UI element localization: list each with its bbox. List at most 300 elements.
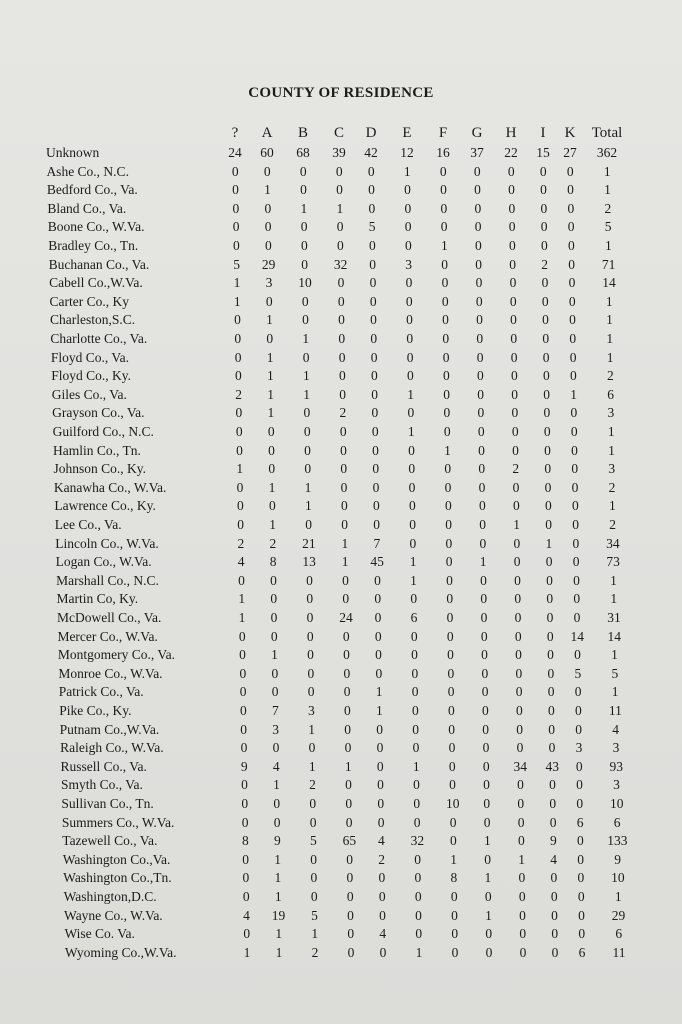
count-cell: 0 [409, 517, 416, 532]
count-cell: 1 [409, 554, 417, 570]
count-cell: 0 [442, 331, 450, 346]
count-cell: 0 [241, 814, 249, 830]
count-cell: 0 [374, 591, 382, 607]
count-cell: 0 [268, 498, 276, 514]
count-cell: 0 [442, 312, 449, 328]
count-cell: 0 [569, 349, 577, 365]
count-cell: 0 [236, 442, 243, 458]
count-cell: 0 [302, 312, 309, 328]
count-cell: 0 [308, 740, 316, 756]
table-row [0, 796, 682, 814]
county-name: Lincoln Co., W.Va. [55, 535, 159, 551]
county-name: Charleston,S.C. [49, 312, 136, 328]
count-cell: 0 [405, 293, 413, 309]
count-cell: 2 [541, 256, 549, 272]
count-cell: 0 [272, 740, 280, 756]
count-cell: 0 [407, 405, 415, 421]
count-cell: 0 [339, 424, 347, 439]
count-cell: 0 [343, 647, 350, 663]
county-name: McDowell Co., Va. [57, 610, 162, 625]
count-cell: 2 [269, 535, 277, 551]
count-cell: 4 [550, 851, 557, 867]
count-cell: 0 [234, 331, 242, 346]
count-cell: 0 [338, 331, 346, 346]
count-cell: 0 [478, 479, 486, 495]
count-cell: 2 [237, 535, 245, 551]
count-cell: 0 [484, 889, 492, 904]
count-cell: 0 [304, 461, 312, 477]
count-cell: 0 [544, 498, 552, 514]
table-row [0, 703, 682, 721]
count-cell: 1 [274, 889, 282, 904]
count-cell: 0 [408, 498, 416, 514]
count-cell: 1 [403, 163, 411, 179]
count-cell: 0 [374, 628, 382, 644]
table-row [0, 629, 682, 647]
county-name: Patrick Co., Va. [58, 684, 144, 700]
count-cell: 0 [512, 479, 520, 495]
table-row [0, 405, 682, 423]
count-cell: 0 [569, 312, 576, 328]
county-name: Wise Co. Va. [64, 926, 135, 942]
count-cell: 1 [266, 349, 274, 365]
count-cell: 0 [443, 405, 451, 421]
count-cell: 7 [272, 703, 279, 718]
count-cell: 0 [232, 182, 239, 198]
count-cell: 0 [344, 703, 351, 718]
count-cell: 0 [368, 200, 376, 216]
count-cell: 0 [577, 851, 584, 867]
count-cell: 0 [369, 275, 377, 291]
count-cell: 0 [266, 331, 274, 346]
count-cell: 4 [237, 554, 245, 570]
count-cell: 0 [569, 331, 577, 346]
total-cell: 1 [607, 424, 615, 439]
table-row [0, 443, 682, 461]
count-cell: 0 [570, 424, 578, 439]
count-cell: 10 [298, 275, 312, 291]
count-cell: 0 [541, 293, 549, 309]
total-cell: 6 [615, 926, 623, 942]
count-cell: 0 [344, 721, 352, 737]
count-cell: 0 [516, 703, 523, 718]
count-cell: 5 [368, 219, 376, 235]
column-header: D [365, 125, 377, 141]
count-cell: 0 [414, 870, 422, 886]
count-cell: 1 [410, 572, 417, 588]
count-cell: 0 [480, 591, 488, 607]
count-cell: 0 [546, 591, 554, 607]
count-cell: 42 [364, 145, 378, 160]
count-cell: 0 [567, 182, 574, 198]
count-cell: 0 [415, 907, 422, 923]
count-cell: 0 [542, 331, 550, 346]
count-cell: 0 [413, 814, 421, 830]
count-cell: 0 [404, 219, 412, 235]
county-name: Guilford Co., N.C. [52, 424, 154, 439]
count-cell: 0 [480, 572, 487, 588]
count-cell: 0 [447, 665, 455, 681]
total-cell: 10 [610, 796, 624, 811]
count-cell: 32 [333, 256, 348, 272]
count-cell: 0 [517, 814, 525, 830]
count-cell: 0 [509, 238, 516, 253]
count-cell: 1 [304, 498, 312, 514]
count-cell: 0 [347, 907, 354, 923]
count-cell: 1 [303, 386, 310, 402]
count-cell: 0 [307, 665, 315, 681]
count-cell: 0 [482, 740, 490, 756]
column-header: B [297, 125, 308, 141]
count-cell: 0 [440, 182, 447, 198]
count-cell: 0 [378, 870, 386, 886]
count-cell: 0 [570, 405, 578, 421]
count-cell: 0 [302, 349, 310, 365]
count-cell: 0 [239, 684, 247, 700]
count-cell: 0 [306, 572, 313, 588]
total-cell: 1 [606, 331, 614, 346]
county-name: Wyoming Co.,W.Va. [64, 944, 177, 960]
count-cell: 0 [540, 219, 548, 235]
total-cell: 2 [606, 368, 614, 384]
table-row [0, 852, 682, 870]
county-name: Hamlin Co., Tn. [53, 442, 141, 458]
count-cell: 0 [514, 572, 521, 588]
count-cell: 0 [369, 293, 377, 309]
count-cell: 0 [481, 665, 489, 681]
count-cell: 0 [518, 889, 526, 904]
count-cell: 0 [301, 256, 309, 272]
count-cell: 0 [271, 684, 279, 700]
count-cell: 0 [444, 479, 452, 495]
count-cell: 0 [447, 684, 455, 700]
count-cell: 29 [261, 256, 276, 272]
count-cell: 0 [549, 814, 557, 830]
count-cell: 0 [445, 554, 453, 570]
count-cell: 0 [476, 312, 483, 328]
count-cell: 2 [311, 944, 319, 960]
count-cell: 0 [475, 275, 483, 291]
count-cell: 0 [548, 721, 556, 737]
count-cell: 9 [273, 833, 281, 849]
count-cell: 0 [408, 461, 416, 477]
column-header: E [402, 125, 412, 141]
count-cell: 0 [411, 684, 419, 700]
county-name: Raleigh Co., W.Va. [60, 740, 164, 756]
count-cell: 1 [344, 758, 352, 774]
count-cell: 1 [341, 535, 349, 551]
count-cell: 0 [373, 517, 380, 532]
total-cell: 1 [605, 293, 613, 309]
total-cell: 1 [611, 647, 618, 663]
county-name: Washington,D.C. [63, 889, 157, 904]
count-cell: 0 [265, 238, 272, 253]
count-cell: 0 [482, 758, 490, 774]
count-cell: 4 [379, 926, 387, 942]
count-cell: 0 [370, 349, 378, 365]
county-name: Unknown [46, 145, 100, 160]
count-cell: 0 [571, 498, 579, 514]
count-cell: 5 [311, 907, 318, 923]
total-cell: 2 [609, 517, 616, 532]
count-cell: 0 [448, 703, 455, 718]
count-cell: 0 [444, 461, 452, 477]
count-cell: 0 [551, 907, 558, 923]
county-name: Kanawha Co., W.Va. [53, 479, 167, 495]
count-cell: 0 [539, 163, 547, 179]
table-row [0, 350, 682, 368]
count-cell: 0 [342, 628, 350, 644]
count-cell: 34 [513, 758, 527, 774]
count-cell: 6 [410, 610, 418, 625]
count-cell: 0 [568, 256, 576, 272]
count-cell: 0 [576, 777, 583, 793]
count-cell: 0 [513, 535, 521, 551]
count-cell: 0 [413, 796, 421, 811]
count-cell: 0 [517, 777, 524, 793]
count-cell: 0 [451, 944, 459, 960]
count-cell: 1 [273, 777, 280, 793]
count-cell: 1 [336, 200, 344, 216]
count-cell: 0 [238, 628, 246, 644]
count-cell: 0 [569, 368, 577, 384]
count-cell: 1 [269, 517, 276, 532]
count-cell: 0 [541, 275, 549, 291]
total-cell: 10 [611, 870, 625, 886]
table-row [0, 201, 682, 219]
count-cell: 0 [577, 889, 585, 904]
column-header: F [438, 125, 448, 141]
table-row [0, 498, 682, 516]
count-cell: 0 [371, 405, 379, 421]
count-cell: 0 [544, 479, 552, 495]
count-cell: 0 [270, 610, 278, 625]
count-cell: 1 [266, 368, 274, 384]
count-cell: 0 [376, 740, 384, 756]
count-cell: 1 [264, 182, 271, 198]
count-cell: 0 [300, 182, 307, 198]
column-header: I [540, 125, 546, 141]
total-cell: 29 [611, 907, 626, 923]
count-cell: 0 [406, 331, 414, 346]
table-row [0, 666, 682, 684]
total-cell: 3 [612, 740, 620, 756]
count-cell: 1 [444, 442, 451, 458]
count-cell: 0 [375, 665, 383, 681]
table-row [0, 219, 682, 237]
count-cell: 37 [470, 145, 484, 160]
count-cell: 10 [446, 796, 460, 811]
count-cell: 0 [511, 424, 519, 439]
count-cell: 0 [480, 610, 488, 625]
count-cell: 0 [270, 628, 278, 644]
count-cell: 0 [307, 647, 314, 663]
table-row [0, 368, 682, 386]
count-cell: 0 [542, 349, 550, 365]
count-cell: 9 [549, 833, 557, 849]
county-name: Bedford Co., Va. [46, 182, 138, 198]
county-name: Logan Co., W.Va. [55, 554, 152, 570]
count-cell: 1 [479, 554, 487, 570]
count-cell: 0 [377, 777, 384, 793]
total-cell: 1 [605, 238, 612, 253]
count-cell: 0 [543, 405, 551, 421]
total-cell: 11 [608, 703, 622, 718]
count-cell: 0 [476, 331, 484, 346]
count-cell: 0 [475, 256, 483, 272]
count-cell: 0 [573, 572, 580, 588]
count-cell: 0 [299, 163, 307, 179]
count-cell: 0 [273, 796, 281, 811]
count-cell: 0 [243, 926, 251, 942]
count-cell: 0 [379, 944, 387, 960]
count-cell: 0 [412, 721, 420, 737]
count-cell: 0 [379, 907, 386, 923]
count-cell: 0 [545, 554, 553, 570]
count-cell: 0 [368, 182, 375, 198]
count-cell: 0 [449, 777, 456, 793]
count-cell: 1 [375, 684, 383, 700]
count-cell: 0 [510, 349, 518, 365]
count-cell: 0 [372, 442, 379, 458]
table-row [0, 647, 682, 665]
count-cell: 0 [265, 293, 273, 309]
county-name: Tazewell Co., Va. [62, 833, 158, 849]
total-cell: 6 [607, 386, 614, 402]
count-cell: 0 [451, 926, 459, 942]
count-cell: 1 [233, 293, 241, 309]
count-cell: 1 [236, 461, 244, 477]
count-cell: 14 [570, 628, 585, 644]
count-cell: 0 [337, 238, 344, 253]
count-cell: 0 [337, 275, 345, 291]
count-cell: 0 [516, 721, 524, 737]
count-cell: 0 [509, 293, 517, 309]
total-cell: 1 [611, 684, 619, 700]
count-cell: 24 [228, 145, 242, 160]
total-cell: 1 [610, 572, 617, 588]
table-row [0, 461, 682, 479]
count-cell: 0 [414, 851, 421, 867]
count-cell: 1 [238, 591, 246, 607]
count-cell: 0 [336, 219, 344, 235]
count-cell: 0 [508, 182, 515, 198]
count-cell: 0 [542, 368, 550, 384]
table-row [0, 536, 682, 554]
table-row [0, 591, 682, 609]
count-cell: 2 [235, 386, 242, 402]
county-name: Mercer Co., W.Va. [57, 628, 158, 644]
count-cell: 0 [441, 293, 449, 309]
count-cell: 0 [234, 368, 242, 384]
table-row [0, 722, 682, 740]
count-cell: 0 [514, 610, 522, 625]
county-name: Sullivan Co., Tn. [61, 796, 154, 811]
count-cell: 0 [481, 647, 488, 663]
count-cell: 0 [346, 870, 354, 886]
count-cell: 1 [518, 851, 525, 867]
count-cell: 0 [517, 796, 525, 811]
count-cell: 0 [444, 498, 452, 514]
count-cell: 0 [340, 498, 348, 514]
table-row [0, 257, 682, 275]
count-cell: 60 [260, 145, 274, 160]
total-cell: 3 [607, 405, 615, 421]
count-cell: 0 [572, 517, 579, 532]
count-cell: 0 [548, 703, 555, 718]
count-cell: 0 [571, 461, 579, 477]
count-cell: 0 [546, 572, 553, 588]
count-cell: 0 [568, 275, 576, 291]
table-row [0, 759, 682, 777]
count-cell: 0 [406, 312, 413, 328]
total-cell: 1 [606, 312, 613, 328]
table-row [0, 610, 682, 628]
count-cell: 24 [339, 610, 353, 625]
county-name: Pike Co., Ky. [59, 703, 132, 718]
county-name: Russell Co., Va. [60, 758, 147, 774]
count-cell: 19 [271, 907, 286, 923]
count-cell: 0 [509, 275, 517, 291]
count-cell: 0 [474, 219, 482, 235]
count-cell: 0 [511, 386, 518, 402]
count-cell: 0 [271, 665, 279, 681]
count-cell: 0 [305, 517, 312, 532]
table-row [0, 908, 682, 926]
count-cell: 0 [413, 777, 420, 793]
count-cell: 0 [339, 386, 346, 402]
count-cell: 0 [378, 889, 386, 904]
count-cell: 0 [234, 349, 242, 365]
count-cell: 3 [272, 721, 280, 737]
total-cell: 3 [608, 461, 616, 477]
count-cell: 1 [238, 610, 246, 625]
count-cell: 1 [441, 238, 448, 253]
count-cell: 1 [274, 870, 282, 886]
total-cell: 1 [614, 889, 622, 904]
count-cell: 4 [243, 907, 250, 923]
table-row [0, 684, 682, 702]
county-name: Monroe Co., W.Va. [58, 665, 163, 681]
count-cell: 0 [568, 293, 576, 309]
count-cell: 0 [307, 684, 315, 700]
count-cell: 0 [232, 200, 240, 216]
count-cell: 0 [540, 200, 548, 216]
count-cell: 0 [513, 554, 521, 570]
column-header: A [261, 125, 273, 141]
count-cell: 0 [442, 368, 450, 384]
count-cell: 0 [369, 238, 376, 253]
count-cell: 0 [347, 926, 355, 942]
count-cell: 2 [339, 405, 347, 421]
count-cell: 0 [374, 572, 381, 588]
count-cell: 0 [547, 684, 555, 700]
count-cell: 0 [335, 163, 343, 179]
count-cell: 0 [345, 814, 353, 830]
count-cell: 0 [310, 889, 318, 904]
count-cell: 0 [340, 479, 348, 495]
count-cell: 0 [478, 442, 485, 458]
count-cell: 0 [301, 238, 308, 253]
count-cell: 1 [485, 907, 492, 923]
count-cell: 0 [304, 442, 311, 458]
count-cell: 0 [242, 889, 250, 904]
total-cell: 1 [606, 349, 614, 365]
count-cell: 0 [372, 498, 380, 514]
count-cell: 0 [567, 200, 575, 216]
count-cell: 0 [578, 926, 586, 942]
count-cell: 0 [310, 851, 317, 867]
